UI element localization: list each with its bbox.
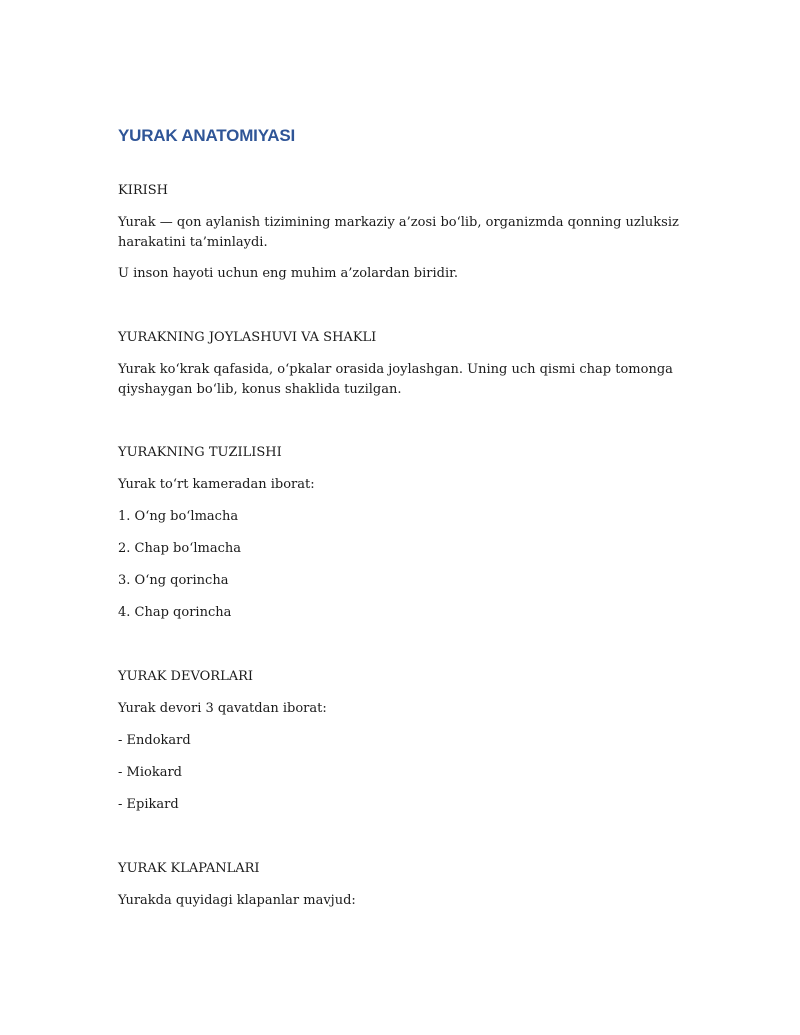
section-heading-kirish: KIRISH: [118, 183, 169, 198]
paragraph-kirish-2: U inson hayoti uchun eng muhim a’zolardan biridir.: [118, 266, 459, 281]
section-heading-joylashuvi: YURAKNING JOYLASHUVI VA SHAKLI: [118, 330, 377, 345]
document-title: YURAK ANATOMIYASI: [118, 126, 296, 145]
list-item-layer-2: - Miokard: [118, 765, 182, 780]
paragraph-klapanlari-intro: Yurakda quyidagi klapanlar mavjud:: [118, 893, 356, 908]
paragraph-tuzilishi-intro: Yurak to‘rt kameradan iborat:: [118, 477, 315, 492]
paragraph-devorlari-intro: Yurak devori 3 qavatdan iborat:: [118, 701, 327, 716]
section-heading-tuzilishi: YURAKNING TUZILISHI: [118, 445, 282, 460]
list-item-chamber-2: 2. Chap bo‘lmacha: [118, 541, 241, 556]
document-page: [118, 0, 698, 1035]
paragraph-kirish-1: Yurak — qon aylanish tizimining markaziy a’zosi bo‘lib, organizmda qonning uzluksiz harakatini ta’minlaydi.: [118, 215, 679, 250]
list-item-layer-3: - Epikard: [118, 797, 179, 812]
section-heading-klapanlari: YURAK KLAPANLARI: [118, 861, 260, 876]
list-item-layer-1: - Endokard: [118, 733, 191, 748]
list-item-chamber-4: 4. Chap qorincha: [118, 605, 232, 620]
list-item-chamber-1: 1. O‘ng bo‘lmacha: [118, 509, 239, 524]
section-heading-devorlari: YURAK DEVORLARI: [118, 669, 254, 684]
paragraph-joylashuvi-1: Yurak ko‘krak qafasida, o‘pkalar orasida joylashgan. Uning uch qismi chap tomonga qiyshaygan bo‘lib, konus shaklida tuzilgan.: [118, 362, 673, 397]
list-item-chamber-3: 3. O‘ng qorincha: [118, 573, 229, 588]
